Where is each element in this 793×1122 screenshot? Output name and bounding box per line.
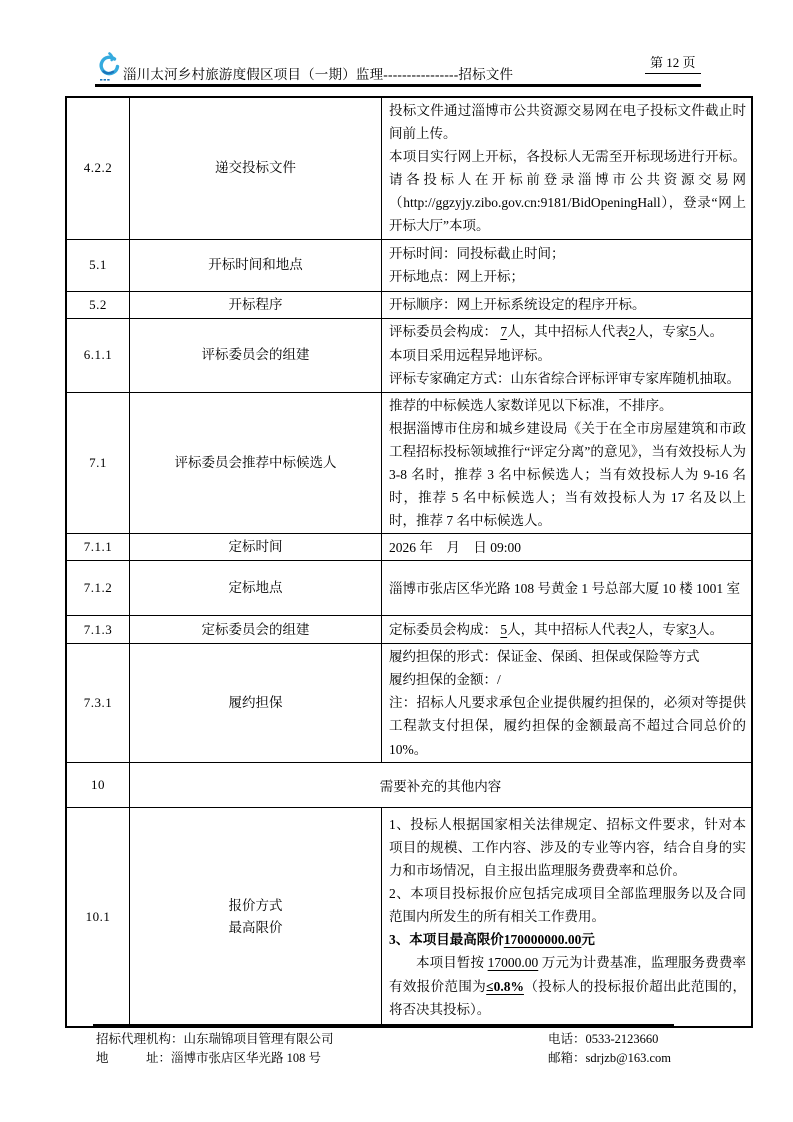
row-label-cell [130,616,382,644]
row-label-line: 评标委员会推荐中标候选人 [174,454,337,470]
row-label-line: 评标委员会的组建 [201,347,310,363]
text-run: 2、本项目投标报价应包括完成项目全部监理服务以及合同范围内所发生的所有相关工作费用。 [389,886,746,925]
spec-table-body [66,97,752,1027]
text-run: 1、投标人根据国家相关法律规定、招标文件要求，针对本项目的规模、工作内容、涉及的专业等内容，结合自身的实力和市场情况，自主报出监理服务费费率和总价。 [389,816,746,879]
row-label-cell [130,97,382,239]
row-content-cell [382,616,753,644]
text-run: 定标委员会构成： [389,622,501,638]
text-run: 人，其中招标人代表 [507,622,629,638]
paragraph [389,691,746,760]
row-label-cell [130,534,382,561]
row-label-line: 履约担保 [228,694,283,710]
text-run: 人。 [696,324,724,340]
table-row [66,534,752,561]
table-row [66,644,752,762]
row-label-line: 递交投标文件 [215,160,296,176]
row-label-cell [130,807,382,1027]
row-label-cell [130,392,382,534]
paragraph [389,882,746,928]
row-id-cell: 6.1.1 [66,318,130,392]
footer-email-value: sdrjzb@163.com [585,1051,671,1065]
row-id-cell: 5.2 [66,291,130,318]
footer-email-label: 邮箱： [548,1051,586,1065]
text-run: 履约担保的形式：保证金、保函、担保或保险等方式 [389,649,700,665]
footer-address-value: 淄博市张店区华光路 108 号 [171,1051,322,1065]
paragraph [389,668,746,691]
paragraph [389,265,746,288]
table-row [66,392,752,534]
paragraph [389,99,746,145]
row-merged-label-cell: 需要补充的其他内容 [130,762,753,807]
row-id-cell: 7.3.1 [66,644,130,762]
row-content-cell [382,807,753,1027]
row-id-cell: 7.1.2 [66,561,130,616]
text-run: 本项目实行网上开标，各投标人无需至开标现场进行开标。请各投标人在开标前登录淄博市公共资源交易网（http://ggzyjy.zibo.gov.cn:9181/BidOpeningHall），登录“网上开标大厅”本项。 [389,149,746,234]
text-run: 投标文件通过淄博市公共资源交易网在电子投标文件截止时间前上传。 [389,103,746,142]
paragraph [389,928,746,951]
text-run: 开标顺序：网上开标系统设定的程序开标。 [389,297,646,313]
row-id-cell: 10.1 [66,807,130,1027]
row-content-cell [382,392,753,534]
text-run: 人，专家 [635,324,690,340]
text-run: 3 [689,622,697,638]
row-id-cell: 10 [66,762,130,807]
text-run: 人，其中招标人代表 [507,324,629,340]
text-run: 2 [628,622,636,638]
document-header-title: 淄川太河乡村旅游度假区项目（一期）监理----------------招标文件 [123,67,514,82]
row-label-cell [130,644,382,762]
text-run: 5 [689,324,697,340]
header-rule [95,84,701,87]
text-run: ≤0.8% [486,978,524,994]
text-run: 评标委员会构成： [389,324,501,340]
text-run: 人。 [696,622,724,638]
text-run: 元 [581,932,595,948]
footer-phone-line [548,1030,671,1049]
row-id-cell: 7.1 [66,392,130,534]
text-run: 2026 年 月 日 09:00 [389,539,522,555]
row-id-cell: 7.1.1 [66,534,130,561]
paragraph [389,536,746,559]
text-run: 人，专家 [635,622,690,638]
table-row [66,561,752,616]
paragraph [389,618,746,641]
text-run: 履约担保的金额：/ [389,672,501,688]
row-id-cell: 5.1 [66,239,130,291]
row-content-cell [382,318,753,392]
text-run: 2 [628,324,636,340]
text-run: 3、本项目最高限价 [389,932,504,948]
text-run: 注：招标人凡要求承包企业提供履约担保的，必须对等提供工程款支付担保，履约担保的金额最高不超过合同总价的10%。 [389,695,746,757]
row-id-cell: 4.2.2 [66,97,130,239]
text-run: （投标人的投标报价超出此范围的，将否决其投标）。 [389,978,747,1017]
row-label-line: 开标程序 [228,296,283,312]
footer-right-block [548,1030,671,1068]
text-run: 评标专家确定方式：山东省综合评标评审专家库随机抽取。 [389,370,740,386]
footer [96,1030,674,1068]
table-row [66,807,752,1027]
text-run: 淄博市张店区华光路 108 号黄金 1 号总部大厦 10 楼 1001 室 [389,580,740,596]
table-row [66,616,752,644]
row-content-cell [382,561,753,616]
paragraph [389,577,746,600]
row-label-cell [130,239,382,291]
paragraph [389,645,746,668]
row-id-cell: 7.1.3 [66,616,130,644]
row-content-cell [382,291,753,318]
row-label-line: 定标委员会的组建 [201,621,310,637]
text-run: 7 [500,324,508,340]
row-label-line: 定标地点 [228,580,283,596]
text-run: 5 [500,622,508,638]
paragraph [389,417,746,532]
paragraph [389,951,746,1020]
row-label-line: 最高限价 [228,919,283,935]
footer-agency-label: 招标代理机构： [96,1032,184,1046]
paragraph [389,394,746,417]
table-row [66,318,752,392]
paragraph [389,344,746,367]
text-run: 17000.00 [487,955,539,971]
text-run: 推荐的中标候选人家数详见以下标准，不排序。 [389,397,673,413]
tender-spec-table [65,96,753,1028]
row-label-line: 报价方式 [228,897,283,913]
paragraph [389,813,746,882]
text-run: 开标时间：同投标截止时间； [389,245,565,261]
row-content-cell [382,97,753,239]
text-run: 根据淄博市住房和城乡建设局《关于在全市房屋建筑和市政工程招标投标领域推行“评定分离”的意见》，当有效投标人为 3-8 名时，推荐 3 名中标候选人；当有效投标人为 9-16 名时，推荐 5 名中标候选人；当有效投标人为 17 名及以上时，推荐 7 名中标候选人。 [389,420,746,529]
row-content-cell [382,239,753,291]
footer-phone-value: 0533-2123660 [585,1032,659,1046]
table-row [66,239,752,291]
paragraph [389,145,746,237]
row-label-cell [130,291,382,318]
paragraph [389,320,746,343]
table-row [66,762,752,807]
footer-rule [93,1024,674,1026]
footer-agency-value: 山东瑞锦项目管理有限公司 [183,1032,334,1046]
paragraph [389,293,746,316]
text-run: 本项目暂按 [416,955,488,971]
table-row [66,97,752,239]
footer-address-label: 地 址： [96,1051,172,1065]
text-run: 万元为计费基准，监理服务费费率有效报价范围为 [389,955,746,994]
text-run: 开标地点：网上开标； [389,269,524,285]
row-label-line: 开标时间和地点 [208,257,303,273]
row-label-cell [130,318,382,392]
text-run: 170000000.00 [503,932,582,948]
row-label-line: 定标时间 [228,539,283,555]
table-row [66,291,752,318]
text-run: 本项目采用远程异地评标。 [389,347,551,363]
row-content-cell [382,534,753,561]
footer-phone-label: 电话： [548,1032,586,1046]
paragraph [389,367,746,390]
page-number: 第 12 页 [645,52,701,74]
paragraph [389,242,746,265]
row-label-cell [130,561,382,616]
footer-email-line [548,1049,671,1068]
row-content-cell [382,644,753,762]
